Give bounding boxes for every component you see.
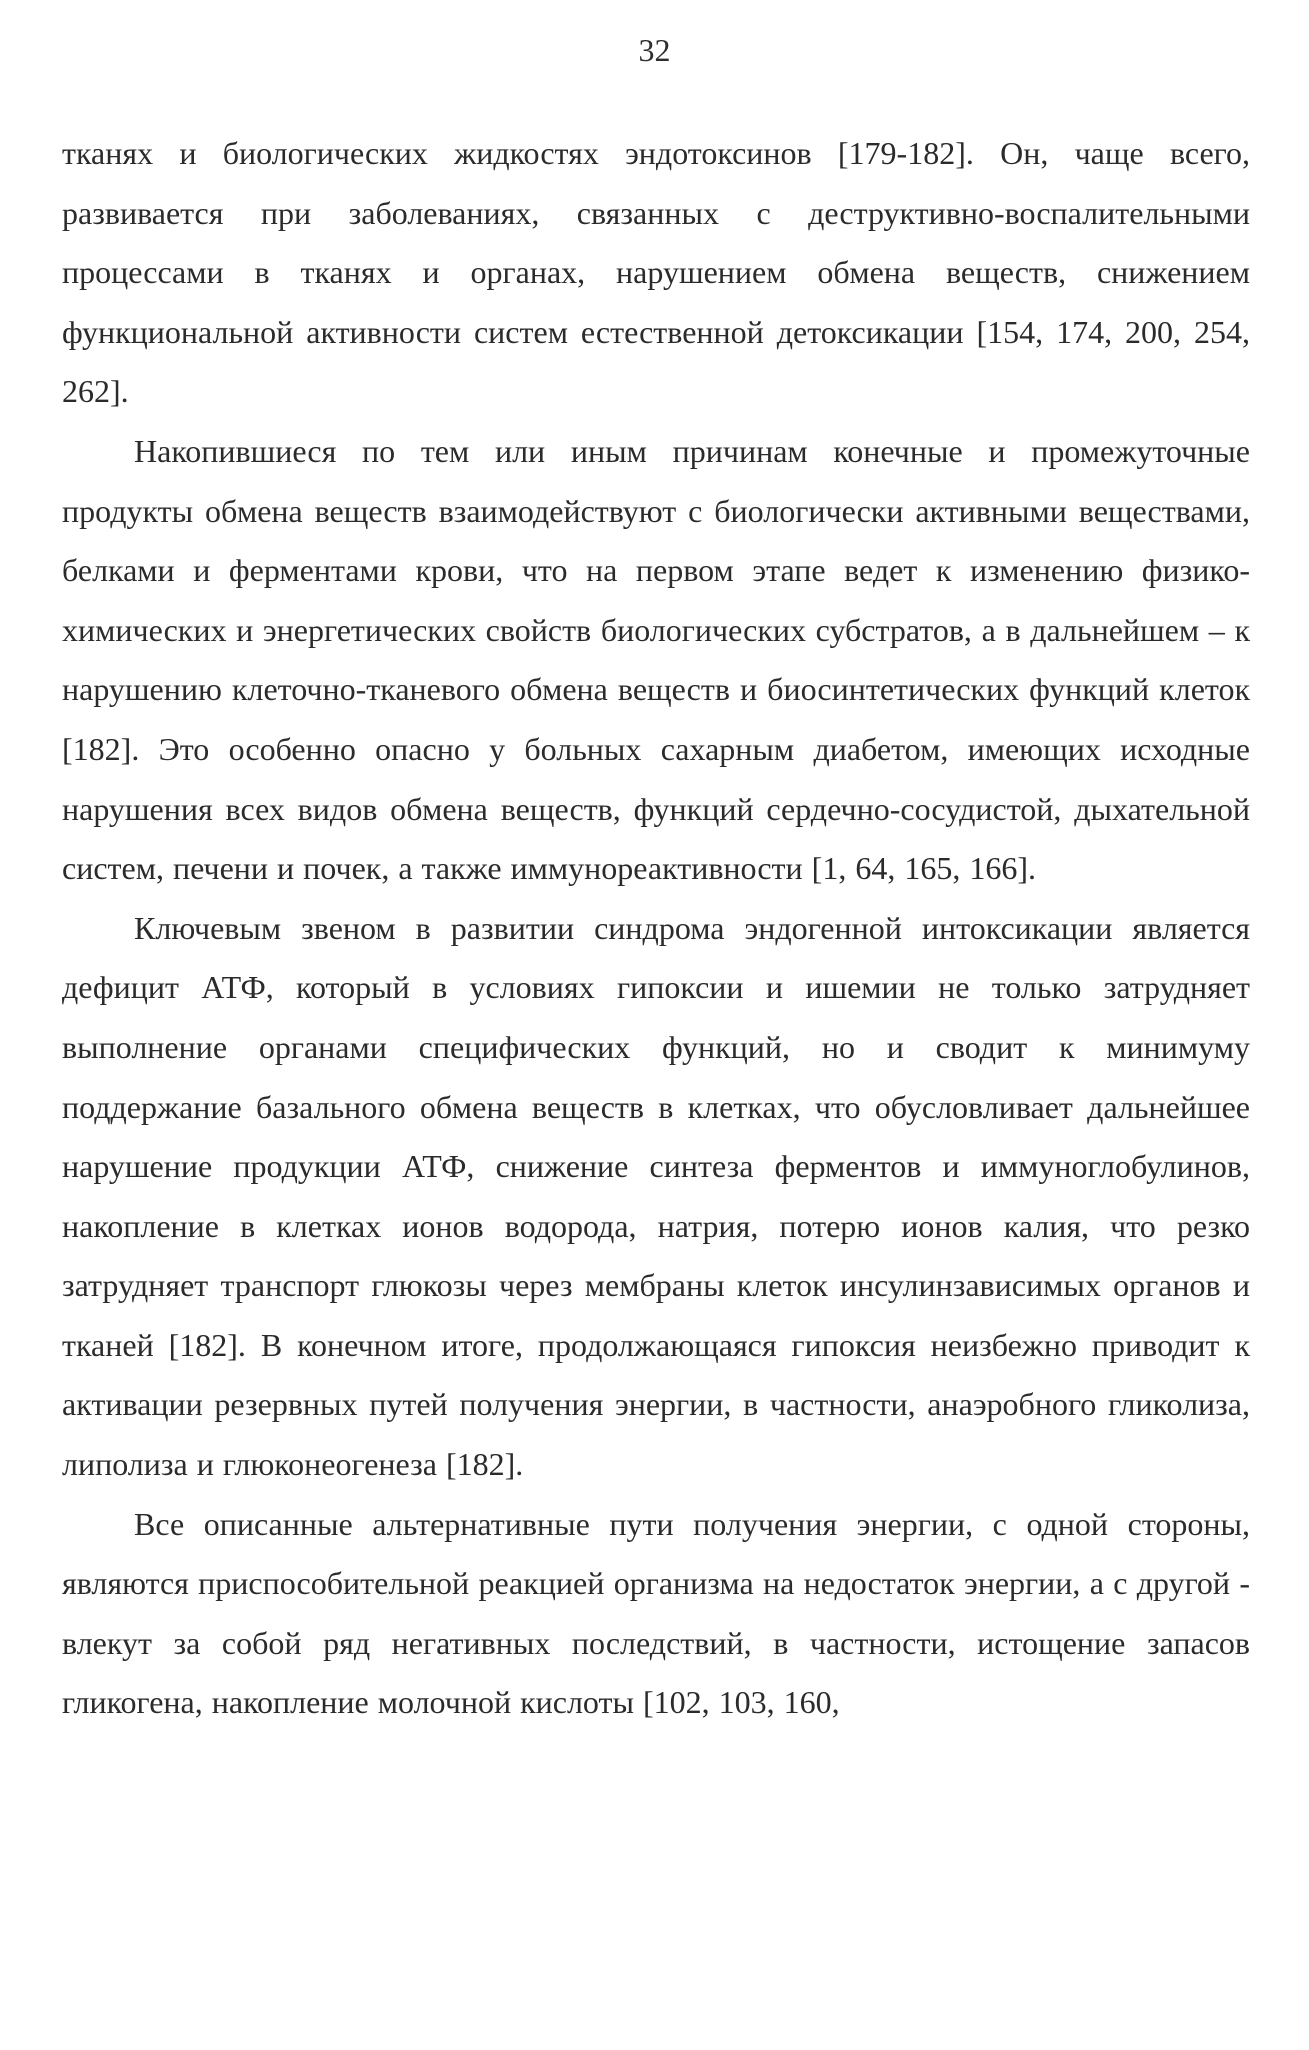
paragraph: Накопившиеся по тем или иным причинам конечные и промежуточные продукты обмена веществ взаимодействуют с биологически активными веществами, белками и ферментами крови, что на первом этапе ведет к изменению физико-химических и энергетических свойств биологических субстратов, а в дальнейшем – к нарушению клеточно-тканевого обмена веществ и биосинтетических функций клеток [182]. Это особенно опасно у больных сахарным диабетом, имеющих исходные нарушения всех видов обмена веществ, функций сердечно-сосудистой, дыхательной систем, печени и почек, а также иммунореактивности [1, 64, 165, 166]. [62,432,1250,887]
paragraph: Ключевым звеном в развитии синдрома эндогенной интоксикации является дефицит АТФ, который в условиях гипоксии и ишемии не только затрудняет выполнение органами специфических функций, но и сводит к минимуму поддержание базального обмена веществ в клетках, что обусловливает дальнейшее нарушение продукции АТФ, снижение синтеза ферментов и иммуноглобулинов, накопление в клетках ионов водорода, натрия, потерю ионов калия, что резко затрудняет транспорт глюкозы через мембраны клеток инсулинзависимых органов и тканей [182]. В конечном итоге, продолжающаяся гипоксия неизбежно приводит к активации резервных путей получения энергии, в частности, анаэробного гликолиза, липолиза и глюконеогенеза [182]. [62,909,1250,1483]
paragraph-continuation: тканях и биологических жидкостях эндотоксинов [179-182]. Он, чаще всего, развивается при заболеваниях, связанных с деструктивно-воспалительными процессами в тканях и органах, нарушением обмена веществ, снижением функциональной активности систем естественной детоксикации [154, 174, 200, 254, 262]. [62,135,1250,410]
paragraph: Все описанные альтернативные пути получения энергии, с одной стороны, являются приспособительной реакцией организма на недостаток энергии, а с другой - влекут за собой ряд негативных последствий, в частности, истощение запасов гликогена, накопление молочной кислоты [102, 103, 160, [62,1505,1250,1721]
page-number: 32 [638,32,671,68]
body-text [62,124,1250,1733]
